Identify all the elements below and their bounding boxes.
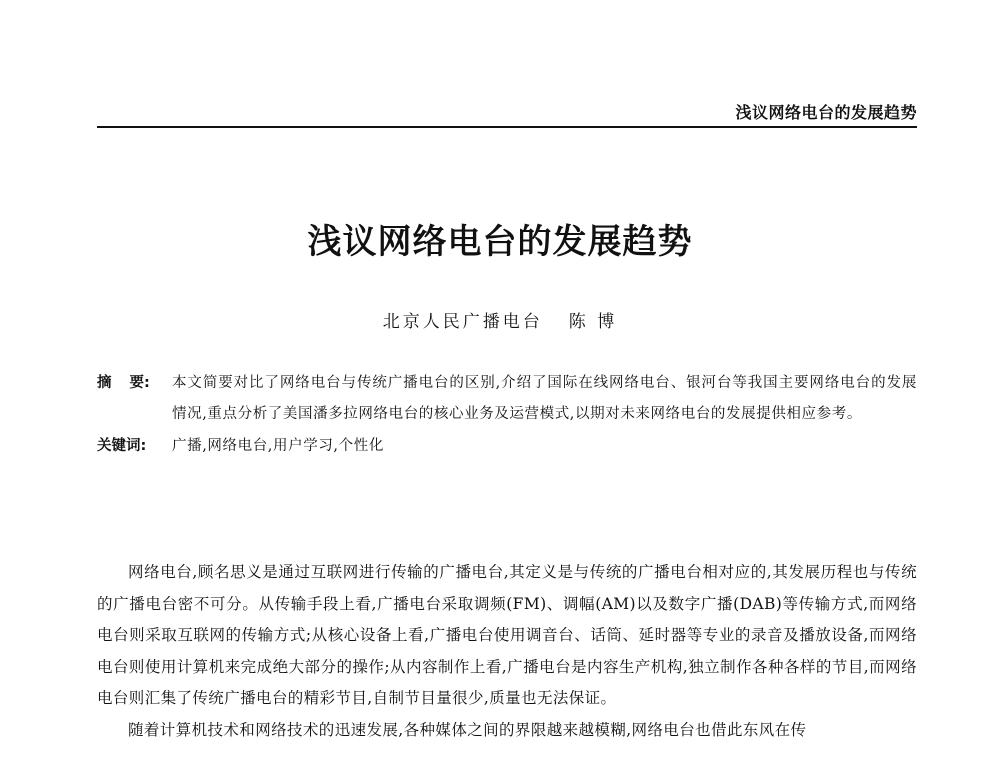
abstract-label xyxy=(97,368,172,399)
body-paragraph: 网络电台,顾名思义是通过互联网进行传输的广播电台,其定义是与传统的广播电台相对应的,其发展历程也与传统的广播电台密不可分。从传输手段上看,广播电台采取调频(FM)、调幅(AM)以及数字广播(DAB)等传输方式,而网络电台则采取互联网的传输方式;从核心设备上看,广播电台使用调音台、话筒、延时器等专业的录音及播放设备,而网络电台则使用计算机来完成绝大部分的操作;从内容制作上看,广播电台是内容生产机构,独立制作各种各样的节目,而网络电台则汇集了传统广播电台的精彩节目,自制节目量很少,质量也无法保证。 xyxy=(97,563,917,707)
keywords-label: 关键词: xyxy=(97,438,147,454)
author-name: 陈 博 xyxy=(568,312,618,332)
abstract-row xyxy=(97,368,917,430)
abstract-label-right: 要: xyxy=(129,375,150,391)
header-rule xyxy=(97,126,917,128)
running-header: 浅议网络电台的发展趋势 xyxy=(735,103,917,122)
author-affiliation: 北京人民广播电台 xyxy=(382,312,543,332)
abstract-label-left: 摘 xyxy=(97,375,112,391)
abstract-block xyxy=(97,368,917,462)
keywords-row xyxy=(97,431,917,462)
keywords-text: 广播,网络电台,用户学习,个性化 xyxy=(172,438,384,454)
byline xyxy=(0,307,1000,332)
body-text xyxy=(97,557,917,746)
abstract-text: 本文简要对比了网络电台与传统广播电台的区别,介绍了国际在线网络电台、银河台等我国主要网络电台的发展情况,重点分析了美国潘多拉网络电台的核心业务及运营模式,以期对未来网络电台的发展提供相应参考。 xyxy=(172,375,917,422)
body-paragraph: 随着计算机技术和网络技术的迅速发展,各种媒体之间的界限越来越模糊,网络电台也借此东风在传 xyxy=(128,720,807,739)
paper-title: 浅议网络电台的发展趋势 xyxy=(307,222,693,262)
